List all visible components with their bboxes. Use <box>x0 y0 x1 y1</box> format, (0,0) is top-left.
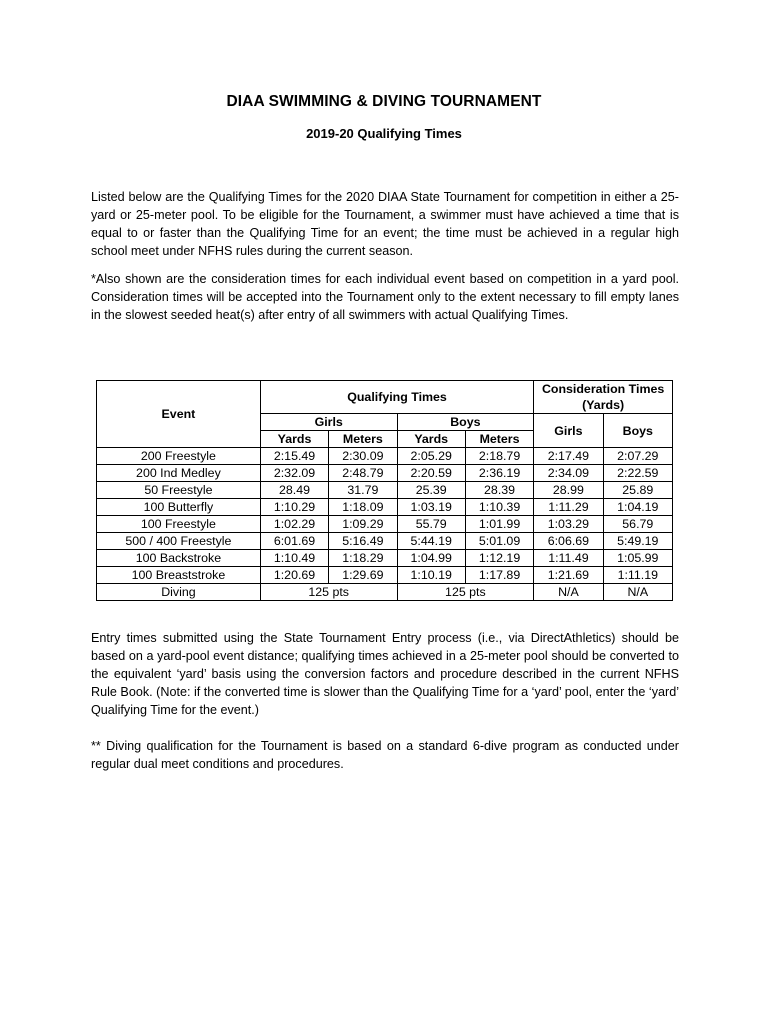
table-row-diving <box>97 584 673 601</box>
cell-girls-meters: 31.79 <box>329 482 397 499</box>
table-row <box>97 567 673 584</box>
cell-consideration-girls: 1:21.69 <box>534 567 603 584</box>
diving-note-paragraph: ** Diving qualification for the Tournament is based on a standard 6-dive program as conducted under regular dual meet conditions and procedures. <box>91 739 679 771</box>
header-girls: Girls <box>260 414 397 431</box>
cell-girls-meters: 1:18.29 <box>329 550 397 567</box>
header-boys-yards: Yards <box>397 431 465 448</box>
cell-consideration-boys: 25.89 <box>603 482 672 499</box>
cell-event: 100 Freestyle <box>97 516 261 533</box>
cell-consideration-boys: 5:49.19 <box>603 533 672 550</box>
cell-girls-yards: 6:01.69 <box>260 533 328 550</box>
document-title: DIAA SWIMMING & DIVING TOURNAMENT <box>226 93 542 110</box>
cell-consideration-girls: 1:03.29 <box>534 516 603 533</box>
cell-boys-meters: 1:12.19 <box>465 550 533 567</box>
cell-boys-yards: 1:03.19 <box>397 499 465 516</box>
cell-event: 100 Backstroke <box>97 550 261 567</box>
cell-girls-yards: 28.49 <box>260 482 328 499</box>
header-girls-yards: Yards <box>260 431 328 448</box>
cell-girls-meters: 2:30.09 <box>329 448 397 465</box>
cell-consideration-girls: 1:11.49 <box>534 550 603 567</box>
cell-event: 200 Ind Medley <box>97 465 261 482</box>
cell-boys-yards: 55.79 <box>397 516 465 533</box>
cell-event: 100 Butterfly <box>97 499 261 516</box>
table-row <box>97 482 673 499</box>
cell-girls-meters: 2:48.79 <box>329 465 397 482</box>
header-consideration-times: Consideration Times (Yards) <box>534 381 673 414</box>
header-event: Event <box>97 381 261 448</box>
header-qualifying-times: Qualifying Times <box>260 381 533 414</box>
cell-girls-yards: 1:10.29 <box>260 499 328 516</box>
table-row <box>97 533 673 550</box>
intro-paragraph: Listed below are the Qualifying Times for the 2020 DIAA State Tournament for competition in either a 25-yard or 25-meter pool. To be eligible for the Tournament, a swimmer must have achieved a time that is equal to or faster than the Qualifying Time for an event; the time must be achieved in a regular high school meet under NFHS rules during the current season. <box>91 190 679 258</box>
cell-boys-meters: 1:17.89 <box>465 567 533 584</box>
cell-consideration-girls: 28.99 <box>534 482 603 499</box>
cell-girls-yards: 2:32.09 <box>260 465 328 482</box>
cell-consideration-girls: 2:17.49 <box>534 448 603 465</box>
cell-girls-yards: 1:02.29 <box>260 516 328 533</box>
cell-boys-meters: 28.39 <box>465 482 533 499</box>
table-row <box>97 516 673 533</box>
cell-boys-yards: 2:05.29 <box>397 448 465 465</box>
header-boys-meters: Meters <box>465 431 533 448</box>
table-row <box>97 499 673 516</box>
cell-girls-yards: 1:10.49 <box>260 550 328 567</box>
cell-consideration-boys: 2:07.29 <box>603 448 672 465</box>
cell-boys-yards: 5:44.19 <box>397 533 465 550</box>
document-subtitle: 2019-20 Qualifying Times <box>306 126 462 141</box>
cell-consideration-boys: 56.79 <box>603 516 672 533</box>
cell-consideration-girls: N/A <box>534 584 603 601</box>
cell-consideration-boys: 1:04.19 <box>603 499 672 516</box>
cell-girls-yards: 1:20.69 <box>260 567 328 584</box>
header-girls-meters: Meters <box>329 431 397 448</box>
cell-event: 500 / 400 Freestyle <box>97 533 261 550</box>
cell-event: 100 Breaststroke <box>97 567 261 584</box>
cell-consideration-boys: N/A <box>603 584 672 601</box>
cell-boys-meters: 2:18.79 <box>465 448 533 465</box>
cell-boys-yards: 1:04.99 <box>397 550 465 567</box>
cell-consideration-boys: 2:22.59 <box>603 465 672 482</box>
table-row <box>97 465 673 482</box>
table-row <box>97 448 673 465</box>
cell-event: 200 Freestyle <box>97 448 261 465</box>
qualifying-times-table <box>96 380 673 601</box>
cell-girls-meters: 5:16.49 <box>329 533 397 550</box>
header-consideration-girls: Girls <box>534 414 603 448</box>
cell-consideration-boys: 1:11.19 <box>603 567 672 584</box>
cell-consideration-boys: 1:05.99 <box>603 550 672 567</box>
cell-boys-meters: 1:10.39 <box>465 499 533 516</box>
cell-consideration-girls: 2:34.09 <box>534 465 603 482</box>
cell-boys-meters: 1:01.99 <box>465 516 533 533</box>
cell-girls-diving: 125 pts <box>260 584 397 601</box>
cell-event: 50 Freestyle <box>97 482 261 499</box>
cell-girls-meters: 1:09.29 <box>329 516 397 533</box>
cell-boys-diving: 125 pts <box>397 584 534 601</box>
cell-consideration-girls: 1:11.29 <box>534 499 603 516</box>
cell-boys-yards: 2:20.59 <box>397 465 465 482</box>
cell-girls-yards: 2:15.49 <box>260 448 328 465</box>
cell-boys-meters: 2:36.19 <box>465 465 533 482</box>
header-consideration-boys: Boys <box>603 414 672 448</box>
table-row <box>97 550 673 567</box>
cell-consideration-girls: 6:06.69 <box>534 533 603 550</box>
cell-boys-yards: 1:10.19 <box>397 567 465 584</box>
cell-boys-yards: 25.39 <box>397 482 465 499</box>
cell-boys-meters: 5:01.09 <box>465 533 533 550</box>
consideration-note-paragraph: *Also shown are the consideration times for each individual event based on competition in a yard pool. Consideration times will be accepted into the Tournament only to the extent necessary to fill empty lanes in the slowest seeded heat(s) after entry of all swimmers with actual Qualifying Times. <box>91 272 679 322</box>
entry-times-paragraph: Entry times submitted using the State Tournament Entry process (i.e., via DirectAthletics) should be based on a yard-pool event distance; qualifying times achieved in a 25-meter pool should be converted to the equivalent ‘yard’ basis using the conversion factors and procedure described in the current NFHS Rule Book. (Note: if the converted time is slower than the Qualifying Time for a ‘yard’ pool, enter the ‘yard’ Qualifying Time for the event.) <box>91 631 679 717</box>
cell-event: Diving <box>97 584 261 601</box>
cell-girls-meters: 1:29.69 <box>329 567 397 584</box>
cell-girls-meters: 1:18.09 <box>329 499 397 516</box>
header-boys: Boys <box>397 414 534 431</box>
